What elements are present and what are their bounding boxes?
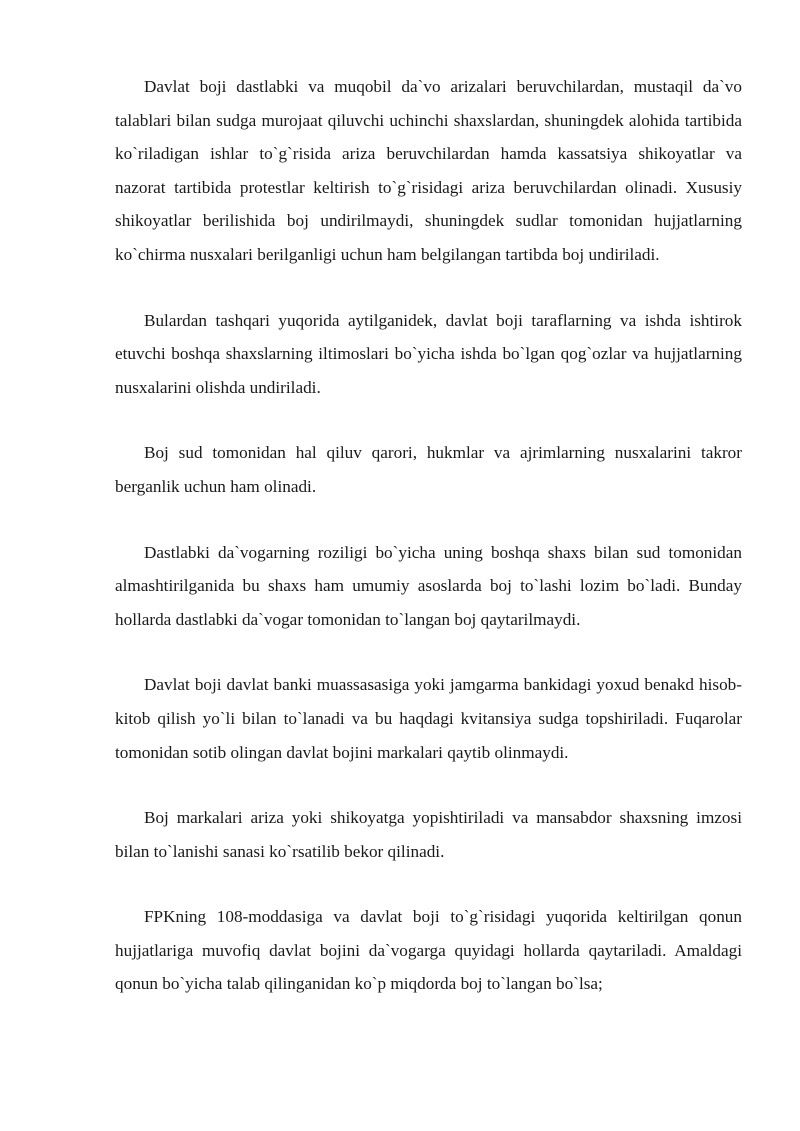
paragraph-document-copies: Bulardan tashqari yuqorida aytilganidek, davlat boji taraflarning va ishda ishtirok etuvchi boshqa shaxslarning iltimoslari bo`yicha ishda bo`lgan qog`ozlar va hujjatlarning nusxalarini olishda undiriladi. <box>115 310 742 397</box>
document-page <box>115 70 742 1001</box>
paragraph-plaintiff-replacement: Dastlabki da`vogarning roziligi bo`yicha uning boshqa shaxs bilan sud tomonidan almashtirilganida bu shaxs ham umumiy asoslarda boj to`lashi lozim bo`ladi. Bunday hollarda dastlabki da`vogar tomonidan to`langan boj qaytarilmaydi. <box>115 542 742 629</box>
paragraph-state-fee-payers: Davlat boji dastlabki va muqobil da`vo arizalari beruvchilardan, mustaqil da`vo talablari bilan sudga murojaat qiluvchi uchinchi shaxslardan, shuningdek alohida tartibida ko`riladigan ishlar to`g`risida ariza beruvchilardan hamda kassatsiya shikoyatlar va nazorat tartibida protestlar keltirish to`g`risidagi ariza beruvchilardan olinadi. Xususiy shikoyatlar berilishida boj undirilmaydi, shuningdek sudlar tomonidan hujjatlarning ko`chirma nusxalari berilganligi uchun ham belgilangan tartibda boj undiriladi. <box>115 77 742 264</box>
paragraph-payment-method: Davlat boji davlat banki muassasasiga yoki jamgarma bankidagi yoxud benakd hisob-kitob qilish yo`li bilan to`lanadi va bu haqdagi kvitansiya sudga topshiriladi. Fuqarolar tomonidan sotib olingan davlat bojini markalari qaytib olinmaydi. <box>115 675 742 762</box>
paragraph-fee-stamps: Boj markalari ariza yoki shikoyatga yopishtiriladi va mansabdor shaxsning imzosi bilan to`lanishi sanasi ko`rsatilib bekor qilinadi. <box>115 808 742 861</box>
paragraph-repeat-copies: Boj sud tomonidan hal qiluv qarori, hukmlar va ajrimlarning nusxalarini takror berganlik uchun ham olinadi. <box>115 443 742 496</box>
paragraph-fee-refund: FPKning 108-moddasiga va davlat boji to`g`risidagi yuqorida keltirilgan qonun hujjatlariga muvofiq davlat bojini da`vogarga quyidagi hollarda qaytariladi. Amaldagi qonun bo`yicha talab qilinganidan ko`p miqdorda boj to`langan bo`lsa; <box>115 907 742 994</box>
